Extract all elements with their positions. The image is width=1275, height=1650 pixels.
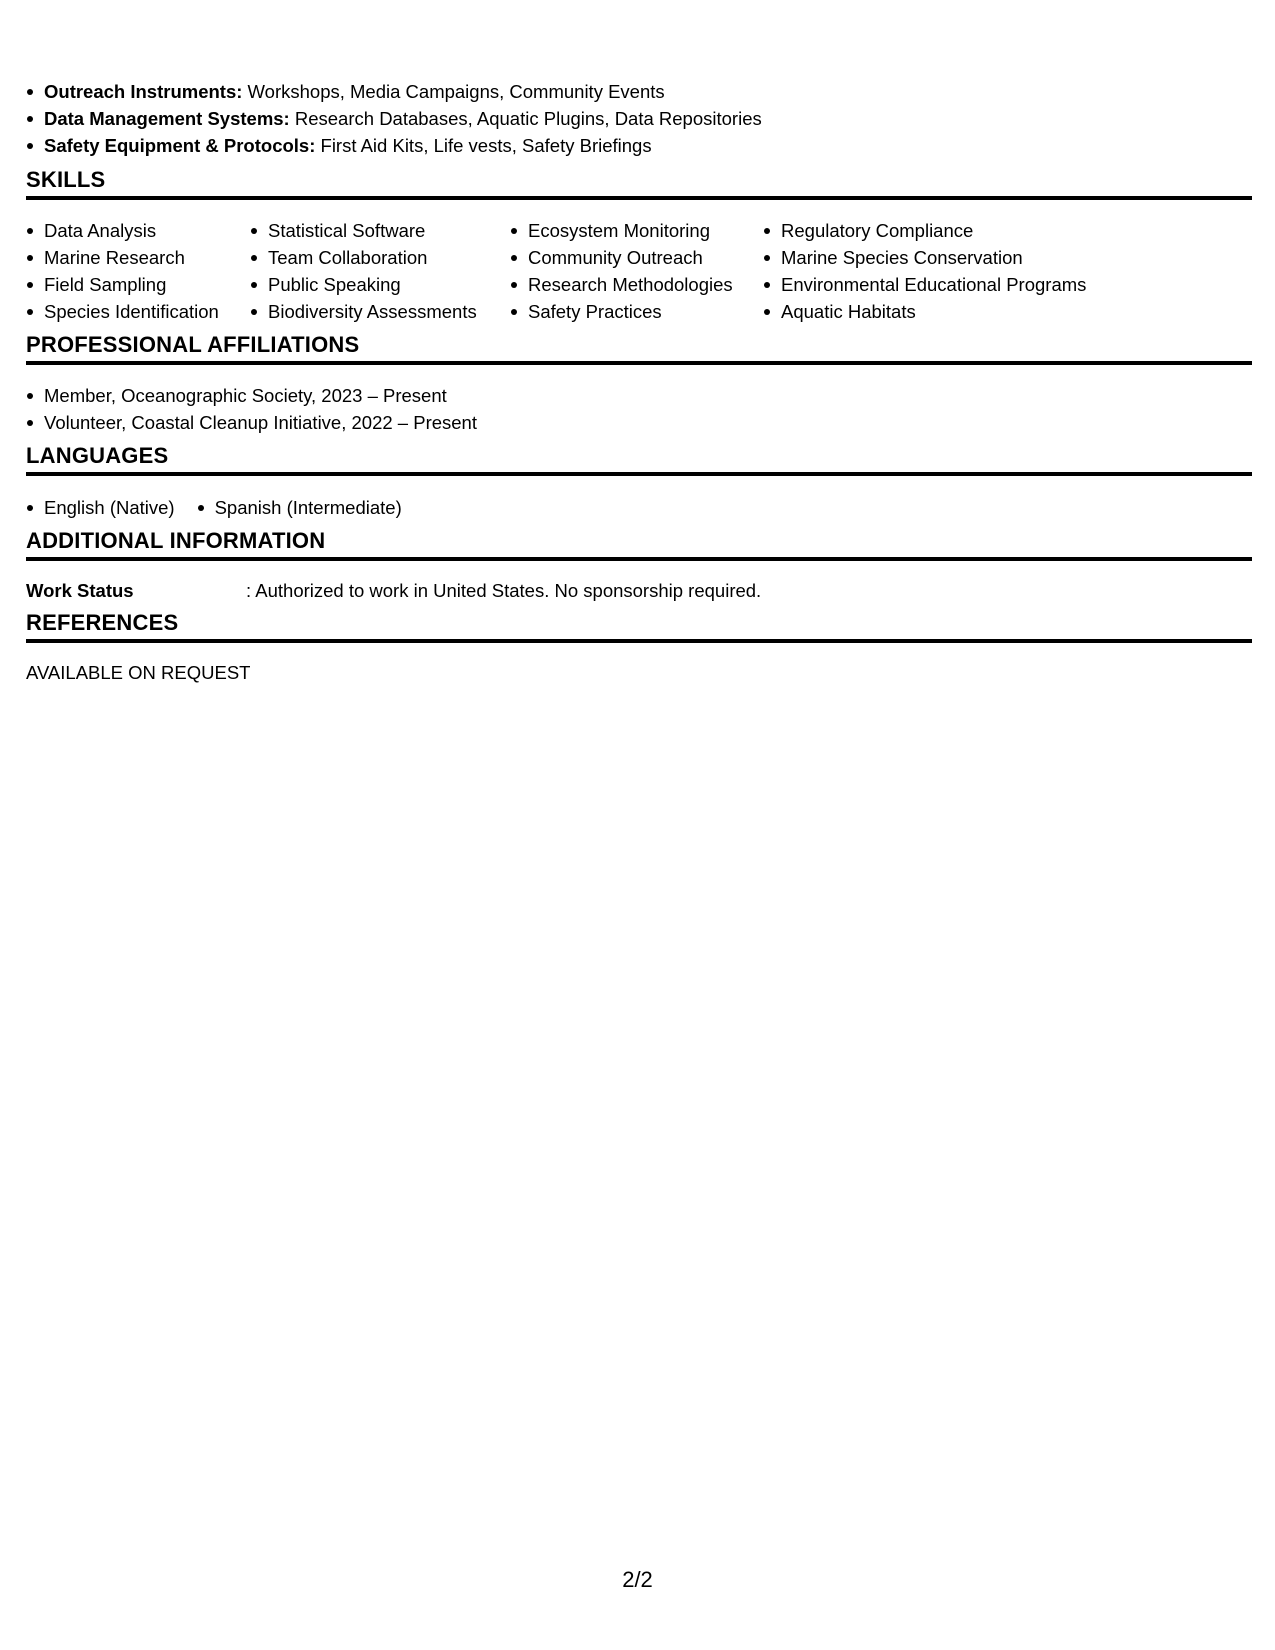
skills-grid (26, 217, 1252, 327)
skill-item: Species Identification (26, 298, 219, 325)
skill-item: Safety Practices (510, 298, 733, 325)
affiliations-list (26, 382, 477, 436)
additional-info-heading: ADDITIONAL INFORMATION (26, 527, 1252, 561)
skill-item: Statistical Software (250, 217, 477, 244)
languages-list (26, 494, 402, 521)
tools-item-value: Research Databases, Aquatic Plugins, Data Repositories (289, 108, 762, 129)
skill-item: Biodiversity Assessments (250, 298, 477, 325)
skill-item: Public Speaking (250, 271, 477, 298)
references-text: AVAILABLE ON REQUEST (26, 662, 251, 683)
tools-item-value: First Aid Kits, Life vests, Safety Briefings (315, 135, 652, 156)
work-status-value: : Authorized to work in United States. No sponsorship required. (246, 580, 762, 601)
page-number: 2/2 (622, 1567, 653, 1592)
skill-item: Marine Research (26, 244, 219, 271)
tools-item-label: Outreach Instruments: (44, 81, 243, 102)
skills-column-4 (763, 217, 1086, 325)
affiliation-item: Member, Oceanographic Society, 2023 – Present (26, 382, 477, 409)
languages-heading: LANGUAGES (26, 442, 1252, 476)
skill-item: Field Sampling (26, 271, 219, 298)
tools-item-value: Workshops, Media Campaigns, Community Events (242, 81, 665, 102)
skills-column-2 (250, 217, 477, 325)
affiliations-heading: PROFESSIONAL AFFILIATIONS (26, 331, 1252, 365)
skill-item: Team Collaboration (250, 244, 477, 271)
skill-item: Ecosystem Monitoring (510, 217, 733, 244)
tools-item-label: Data Management Systems: (44, 108, 290, 129)
tools-item-safety (26, 132, 762, 159)
skills-heading: SKILLS (26, 166, 1252, 200)
tools-item-outreach (26, 78, 762, 105)
skill-item: Environmental Educational Programs (763, 271, 1086, 298)
skill-item: Aquatic Habitats (763, 298, 1086, 325)
tools-item-label: Safety Equipment & Protocols: (44, 135, 316, 156)
resume-page (26, 0, 1252, 1650)
skill-item: Data Analysis (26, 217, 219, 244)
tools-item-data-management (26, 105, 762, 132)
skill-item: Research Methodologies (510, 271, 733, 298)
references-heading: REFERENCES (26, 609, 1252, 643)
skill-item: Community Outreach (510, 244, 733, 271)
skill-item: Regulatory Compliance (763, 217, 1086, 244)
work-status-label: Work Status (26, 580, 134, 601)
affiliation-item: Volunteer, Coastal Cleanup Initiative, 2022 – Present (26, 409, 477, 436)
language-item: English (Native) (26, 494, 175, 521)
skill-item: Marine Species Conservation (763, 244, 1086, 271)
skills-column-1 (26, 217, 219, 325)
skills-column-3 (510, 217, 733, 325)
language-item: Spanish (Intermediate) (197, 494, 402, 521)
tools-list (26, 78, 762, 159)
